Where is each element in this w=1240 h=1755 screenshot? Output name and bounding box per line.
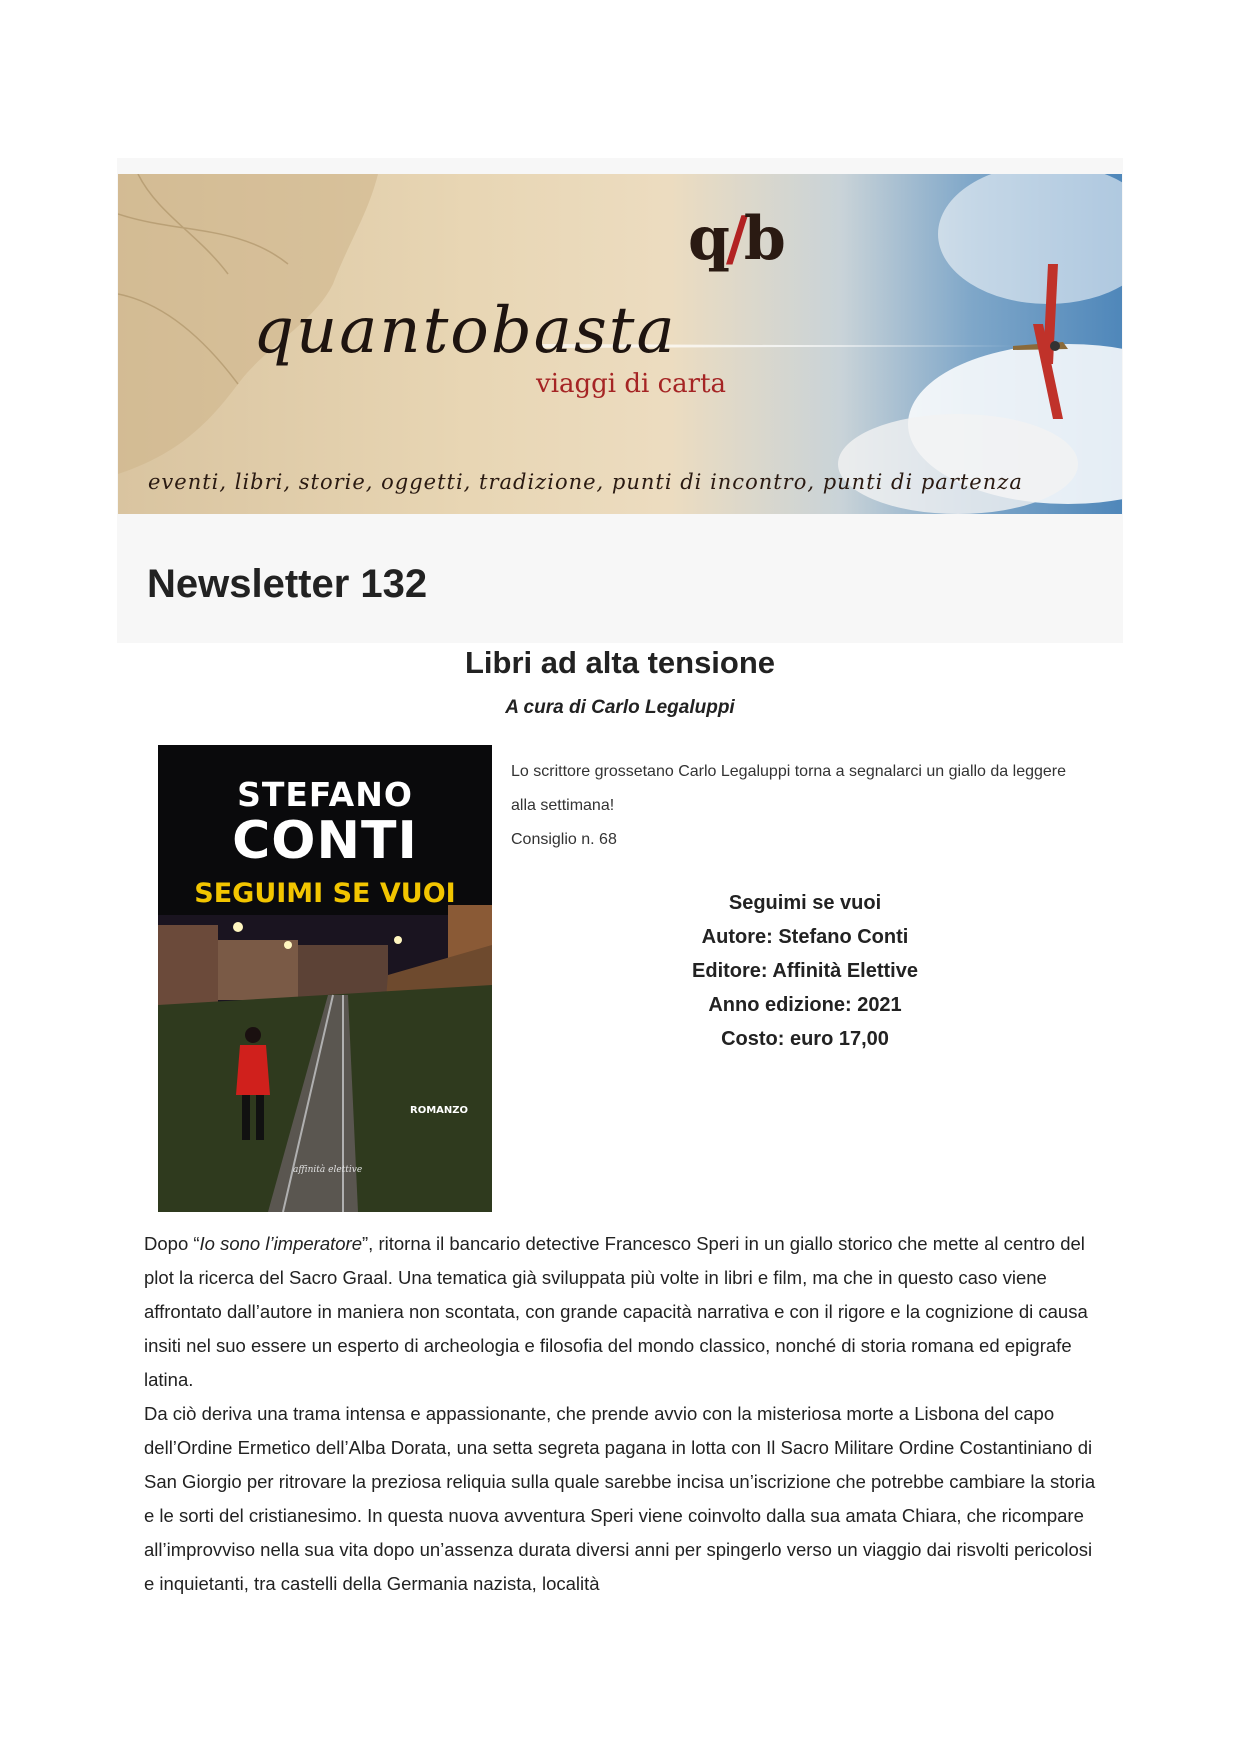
intro-line: Lo scrittore grossetano Carlo Legaluppi torna a segnalarci un giallo da leggere alla settimana! (511, 763, 1067, 814)
newsletter-title: Newsletter 132 (147, 562, 428, 606)
cover-author-first: STEFANO (237, 775, 413, 814)
cover-genre: ROMANZO (410, 1105, 469, 1116)
book-price: Costo: euro 17,00 (721, 1028, 889, 1050)
book-author: Autore: Stefano Conti (701, 926, 909, 948)
cover-author-last: CONTI (232, 811, 418, 871)
banner-tagline: eventi, libri, storie, oggetti, tradizione, punti di incontro, punti di partenza (148, 470, 1023, 494)
section-byline: A cura di Carlo Legaluppi (505, 697, 735, 718)
cover-publisher: affinità elettive (293, 1165, 363, 1175)
book-year: Anno edizione: 2021 (708, 994, 902, 1016)
logo-subtitle: viaggi di carta (536, 369, 727, 399)
book-title: Seguimi se vuoi (728, 892, 882, 914)
intro-counter: Consiglio n. 68 (511, 831, 617, 848)
intro-text (511, 755, 1071, 857)
article-body (144, 1227, 1104, 1601)
logo-wordmark: quantobasta (253, 294, 677, 368)
paragraph-1: Dopo “Io sono l’imperatore”, ritorna il bancario detective Francesco Speri in un giallo storico che mette al centro del plot la ricerca del Sacro Graal. Una tematica già sviluppata più volte in libri e film, ma che in questo caso viene affrontato dall’autore in maniera non scontata, con grande capacità narrativa e con il rigore e la cognizione di causa insiti nel suo essere un esperto di archeologia e filosofia del mondo classico, nonché di storia romana ed epigrafe latina. (144, 1233, 1088, 1390)
logo-mark: q/b (688, 204, 782, 274)
header-banner (118, 174, 1122, 514)
cover-title: SEGUIMI SE VUOI (194, 878, 456, 909)
section-title: Libri ad alta tensione (464, 645, 776, 680)
book-details (640, 886, 970, 1056)
book-cover (158, 745, 492, 1212)
book-publisher: Editore: Affinità Elettive (692, 960, 918, 982)
referenced-book-title: Io sono l’imperatore (199, 1233, 363, 1254)
paragraph-2: Da ciò deriva una trama intensa e appassionante, che prende avvio con la misteriosa morte a Lisbona del capo dell’Ordine Ermetico dell’Alba Dorata, una setta segreta pagana in lotta con Il Sacro Militare Ordine Costantiniano di San Giorgio per ritrovare la preziosa reliquia sulla quale sarebbe incisa un’iscrizione che potrebbe cambiare la storia e le sorti del cristianesimo. In questa nuova avventura Speri viene coinvolto dalla sua amata Chiara, che ricompare all’improvviso nella sua vita dopo un’assenza durata diversi anni per spingerlo verso un viaggio dai risvolti pericolosi e inquietanti, tra castelli della Germania nazista, località (144, 1403, 1096, 1594)
